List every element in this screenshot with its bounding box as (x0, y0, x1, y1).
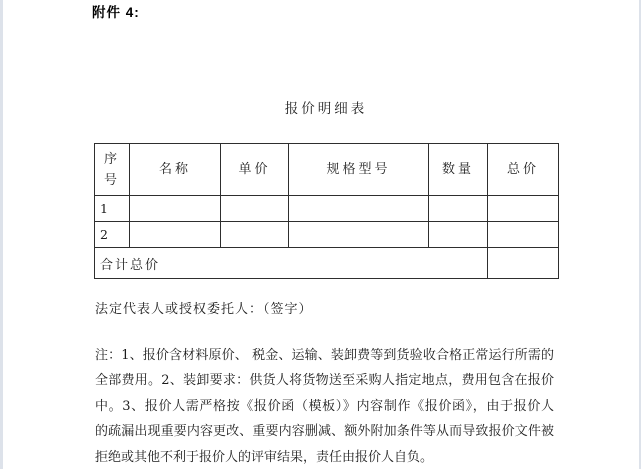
document-title: 报价明细表 (284, 101, 368, 117)
cell-seq: 1 (95, 196, 130, 222)
cell-spec (289, 222, 429, 248)
page-left-edge (0, 0, 3, 469)
header-total: 总价 (488, 144, 559, 196)
note-line: 注：1、报价含材料原价、 税金、运输、装卸费等到货验收合格正常运行所需的 (95, 348, 554, 363)
note-line: 中。3、报价人需严格按《报价函（模板）》内容制作《报价函》，由于报价人 (95, 398, 554, 414)
header-spec: 规格型号 (289, 144, 429, 196)
cell-total (488, 222, 559, 248)
cell-seq: 2 (95, 222, 130, 248)
cell-total (488, 196, 559, 222)
signature-line: 法定代表人或授权委托人：（签字） (95, 302, 313, 317)
table-header-row (95, 144, 559, 196)
header-unit-price: 单价 (221, 144, 289, 196)
total-value-cell (488, 248, 559, 279)
cell-qty (429, 222, 488, 248)
cell-spec (289, 196, 429, 222)
note-line: 全部费用。2、装卸要求：供货人将货物送至采购人指定地点，费用包含在报价 (95, 373, 554, 389)
header-name: 名称 (130, 144, 221, 196)
cell-unit-price (221, 196, 289, 222)
cell-name (130, 222, 221, 248)
table-row-2 (95, 222, 559, 248)
attachment-label: 附件 4: (92, 5, 140, 20)
note-line: 拒绝或其他不利于报价人的评审结果，责任由报价人自负。 (95, 449, 434, 465)
cell-unit-price (221, 222, 289, 248)
cell-qty (429, 196, 488, 222)
note-line: 的疏漏出现重要内容更改、重要内容删减、额外附加条件等从而导致报价文件被 (95, 424, 554, 440)
total-label-cell: 合计总价 (95, 248, 488, 279)
notes-paragraph (95, 343, 554, 470)
quotation-table (94, 143, 559, 279)
header-seq: 序号 (95, 144, 130, 196)
header-qty: 数量 (429, 144, 488, 196)
cell-name (130, 196, 221, 222)
table-total-row (95, 248, 559, 279)
table-row-1 (95, 196, 559, 222)
